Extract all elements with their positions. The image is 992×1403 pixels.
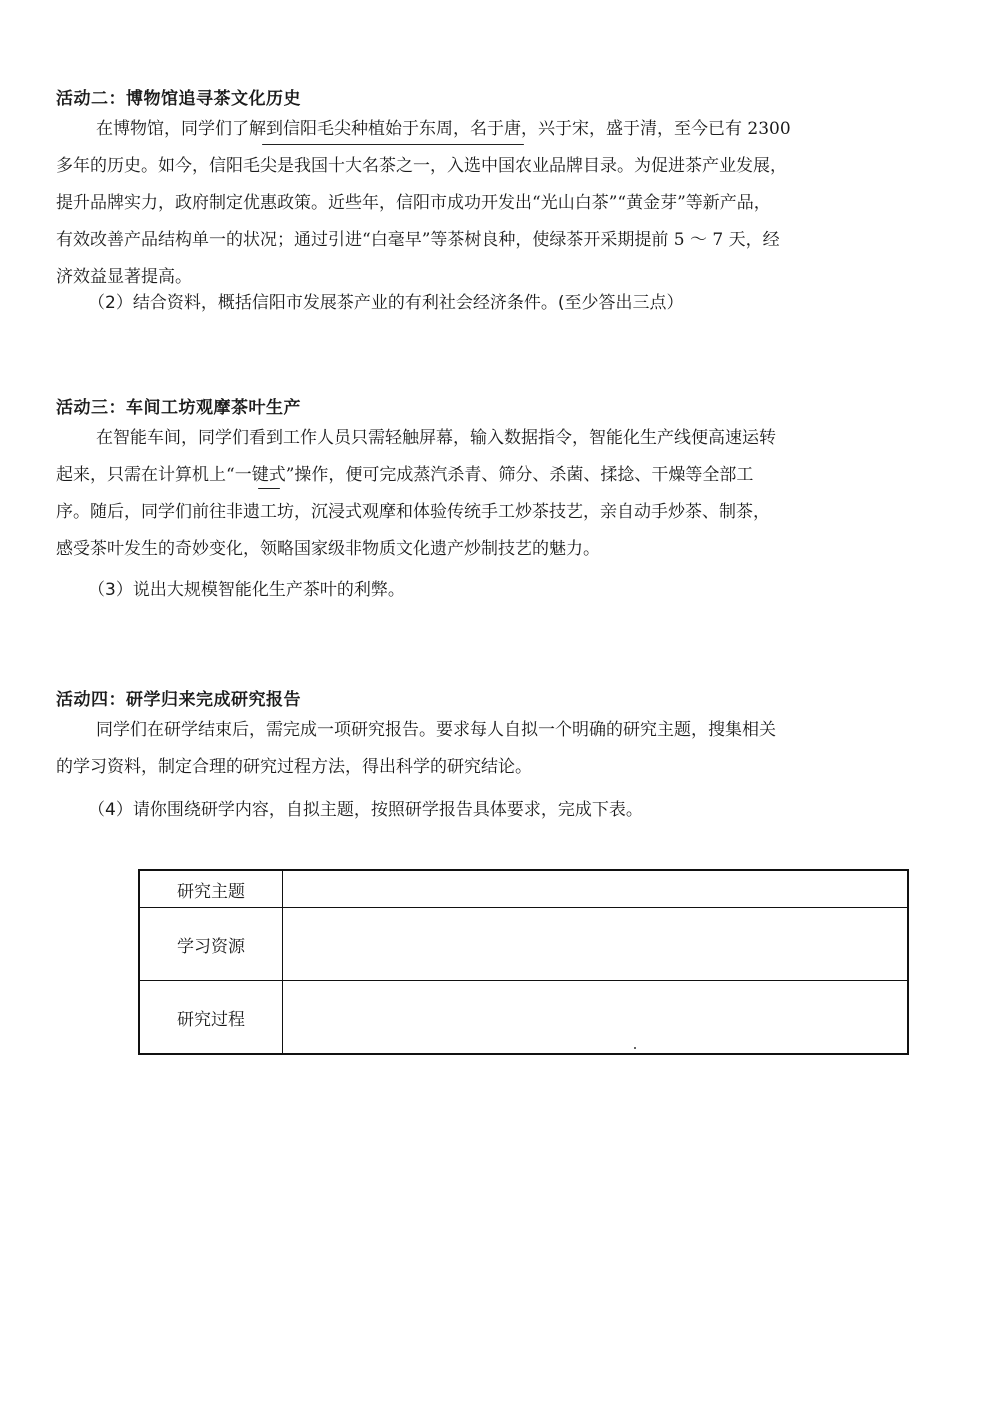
question-4: （4）请你围绕研学内容，自拟主题，按照研学报告具体要求，完成下表。: [88, 800, 643, 820]
activity3-line-4: 感受茶叶发生的奇妙变化，领略国家级非物质文化遗产炒制技艺的魅力。: [56, 539, 600, 559]
activity4-heading: 活动四：研学归来完成研究报告: [56, 690, 301, 710]
table-row: [139, 870, 908, 908]
table-row: [139, 908, 908, 981]
activity4-paragraph: [56, 712, 912, 786]
answer-cell-learning-resources[interactable]: [283, 908, 909, 981]
label-research-topic: 研究主题: [139, 870, 283, 908]
label-research-process: 研究过程: [139, 981, 283, 1055]
activity2-line-2: 多年的历史。如今，信阳毛尖是我国十大名茶之一，入选中国农业品牌目录。为促进茶产业发展，: [56, 156, 787, 176]
activity2-line-4: 有效改善产品结构单一的状况；通过引进“白毫早”等茶树良种，使绿茶开采期提前 5 ～ 7 天，经: [56, 230, 780, 250]
activity2-line-3: 提升品牌实力，政府制定优惠政策。近些年，信阳市成功开发出“光山白茶”“黄金芽”等新产品，: [56, 193, 771, 213]
handwritten-mark: [258, 488, 280, 489]
question-2: （2）结合资料，概括信阳市发展茶产业的有利社会经济条件。(至少答出三点）: [88, 293, 684, 313]
table-row: [139, 981, 908, 1055]
question-3: （3）说出大规模智能化生产茶叶的利弊。: [88, 580, 405, 600]
activity2-line-1: 在博物馆，同学们了解到信阳毛尖种植始于东周，名于唐，兴于宋，盛于清，至今已有 2300: [96, 119, 791, 139]
activity3-line-2: 起来，只需在计算机上“一键式”操作，便可完成蒸汽杀青、筛分、杀菌、揉捻、干燥等全部工: [56, 465, 754, 485]
activity2-paragraph: [56, 111, 912, 296]
activity2-heading: 活动二：博物馆追寻茶文化历史: [56, 89, 301, 109]
label-learning-resources: 学习资源: [139, 908, 283, 981]
activity4-line-1: 同学们在研学结束后，需完成一项研究报告。要求每人自拟一个明确的研究主题，搜集相关: [96, 720, 776, 740]
activity3-line-1: 在智能车间，同学们看到工作人员只需轻触屏幕，输入数据指令，智能化生产线便高速运转: [96, 428, 776, 448]
research-report-table: [138, 869, 909, 1055]
handwritten-underline: [262, 144, 524, 145]
answer-cell-research-process[interactable]: [283, 981, 909, 1055]
answer-cell-research-topic[interactable]: [283, 870, 909, 908]
stray-mark: [634, 1047, 636, 1049]
activity4-line-2: 的学习资料，制定合理的研究过程方法，得出科学的研究结论。: [56, 757, 532, 777]
activity3-line-3: 序。随后，同学们前往非遗工坊，沉浸式观摩和体验传统手工炒茶技艺，亲自动手炒茶、制茶，: [56, 502, 770, 522]
activity3-paragraph: [56, 420, 912, 568]
activity3-heading: 活动三：车间工坊观摩茶叶生产: [56, 398, 301, 418]
activity2-line-5: 济效益显著提高。: [56, 267, 192, 287]
